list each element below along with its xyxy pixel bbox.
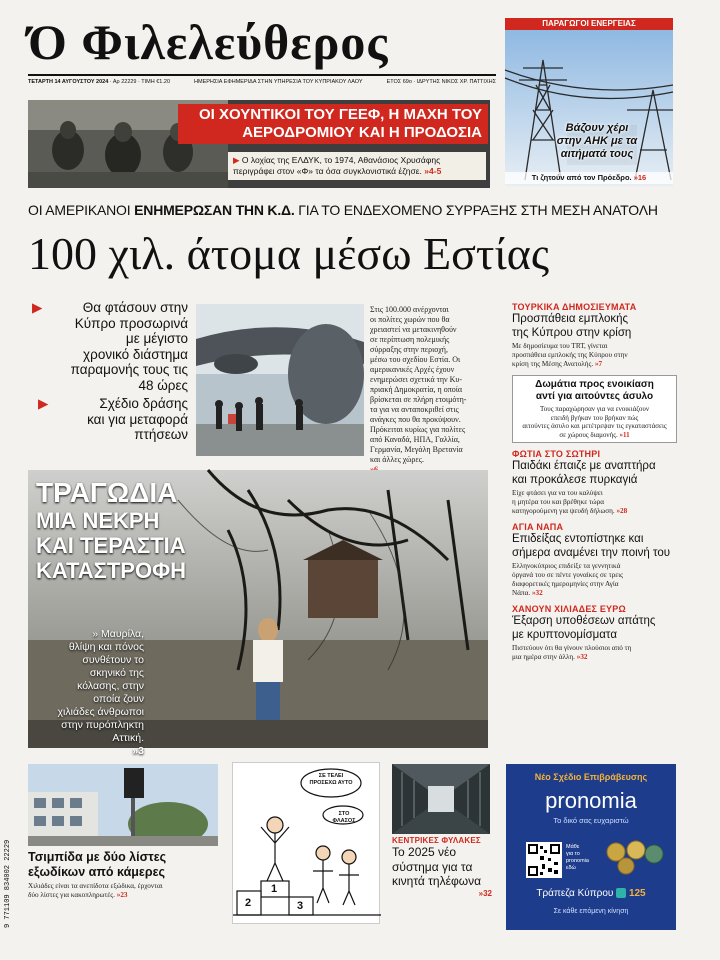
lead-body-line: πριακή Δημοκρατία, η οποία <box>370 385 463 394</box>
story-ayia-napa[interactable] <box>512 522 677 598</box>
pronomia-ad[interactable] <box>506 764 676 930</box>
lead-body-line: σύρραξης στην περιοχή, <box>370 345 448 354</box>
lead-bullets <box>28 300 188 443</box>
prison-page: »32 <box>478 888 492 898</box>
s3-headline: Παιδάκι έπαιζε με αναπτήρα και προκάλεσε πυρκαγιά <box>512 460 656 486</box>
s4-body: Ελληνοκύπριος επιδείξε τα γεννητικά όργανά του σε πέντε γυναίκες σε τρεις διαφορετικές ημερομηνίες στην Αγία Νάπα. »32 <box>512 562 623 597</box>
story-crypto-fraud[interactable] <box>512 604 677 662</box>
cameras-photo <box>28 764 218 846</box>
banner-headline-l2: ΑΕΡΟΔΡΟΜΙΟΥ ΚΑΙ Η ΠΡΟΔΟΣΙΑ <box>242 124 482 141</box>
ad-years: 125 <box>628 888 646 899</box>
fire-feature[interactable] <box>28 470 488 757</box>
lead-body-line: Γερμανία, Μεγάλη Βρετανία <box>370 445 463 454</box>
s2-body: Τους παραχώρησαν για να ενοικιάζουν επειδή βγήκαν του βρήκαν πώς αιτούντες άσυλο και μετέτρεψαν τις εγκαταστάσεις σε χώρους διαμονής. »11 <box>522 405 667 439</box>
fire-body-line: οποία ζουν <box>93 693 144 705</box>
prison-label: ΚΕΝΤΡΙΚΕΣ ΦΥΛΑΚΕΣ <box>392 836 481 845</box>
qr-code-icon <box>526 842 562 878</box>
ad-qr-text: Μάθε για το pronomia εδώ <box>566 844 589 871</box>
fire-body-line: θλίψη και πόνος <box>68 641 144 653</box>
lead-body-line: μέσω του σχεδίου Εστία. Οι <box>370 355 461 364</box>
fire-body-line: κόλασης, στην <box>77 680 144 692</box>
lead-body-line: από Καναδά, ΗΠΑ, Γαλλία, <box>370 435 460 444</box>
cameras-body: Χιλιάδες είναι τα ανεπίδοτα εξώδικα, έρχονται δύο λίστες για κακοπληρωτές. »23 <box>28 882 163 899</box>
lead-bullet-2: ▶ Σχέδιο δράσης και για μεταφορά πτήσεων <box>38 396 188 442</box>
energy-label: ΠΑΡΑΓΩΓΟΙ ΕΝΕΡΓΕΙΑΣ <box>505 18 673 30</box>
cameras-story[interactable] <box>28 850 218 900</box>
ad-bank-row <box>506 888 676 899</box>
lead-body-line: χρειαστεί να μετακινηθούν <box>370 325 457 334</box>
airplane-photo <box>196 304 364 456</box>
top-banner[interactable] <box>28 100 490 188</box>
energy-headline-l3: αιτήματά τους <box>560 148 634 160</box>
lead-bullet-1: ▶ Θα φτάσουν στην Κύπρο προσωρινά με μέγιστο χρονικό διάστημα παραμονής τους τις 48 ώρες <box>32 300 188 393</box>
s5-headline: Έξαρση υποθέσεων απάτης με κρυπτονομίσματα <box>512 615 656 641</box>
bank-logo-icon <box>616 888 626 898</box>
cartoon-bubble-2: ΣΤΟ ΦΛΑΣΟΣ <box>332 811 356 824</box>
banner-headline-box <box>178 104 488 144</box>
masthead-founder: ΕΤΟΣ 69ο · ΙΔΡΥΤΗΣ ΝΙΚΟΣ ΧΡ. ΠΑΤΤΙΧΗΣ <box>386 79 496 85</box>
ad-bank-name: Τράπεζα Κύπρου <box>536 888 614 899</box>
masthead-rule <box>28 74 496 76</box>
s3-body: Είχε φτάσει για να του καλύψει η μητέρα του και βρέθηκε τώρα κατηγορούμενη για ψευδή δήλωση. »28 <box>512 489 628 515</box>
banner-sub-l1: Ο λοχίας της ΕΛΔΥΚ, το 1974, Αθανάσιος Χρυσάφης <box>241 155 441 165</box>
lead-body-line: Πρόκειται κυρίως για πολίτες <box>370 425 466 434</box>
prison-photo <box>392 764 490 834</box>
barcode <box>4 818 16 928</box>
story-rooms-rent[interactable] <box>512 375 677 443</box>
energy-headline-l2: στην ΑΗΚ με τα <box>556 135 638 147</box>
s4-label: ΑΓΙΑ ΝΑΠΑ <box>512 522 564 532</box>
lead-body-line: Στις 100.000 ανέρχονται <box>370 305 449 314</box>
podium-1: 1 <box>271 883 278 895</box>
prison-headline: Το 2025 νέο σύστημα για τα κινητά τηλέφωνα <box>392 845 482 888</box>
fire-headline-l2: ΜΙΑ ΝΕΚΡΗ <box>36 508 160 533</box>
masthead-title: Ό Φιλελεύθερος <box>28 14 389 70</box>
masthead-meta <box>28 78 496 86</box>
lead-body-line: αμερικανικές Αρχές έχουν <box>370 365 455 374</box>
ad-top-text: Νέο Σχέδιο Επιβράβευσης <box>534 772 648 782</box>
ad-bank-sub: Σε κάθε επόμενη κίνηση <box>553 908 629 915</box>
cartoon <box>232 762 380 924</box>
banner-sub-l2: περιγράφει στον «Φ» τα όσα συγκλονιστικά έζησε. <box>233 166 422 176</box>
lead-body-line: βρίσκεται σε πλήρη ετοιμότη- <box>370 395 467 404</box>
fire-body-line: χιλιάδες άνθρωποι <box>57 706 144 718</box>
s1-body: Με δημοσίευμα του TRT, γίνεται προσπάθεια εμπλοκής της Κύπρου στην κρίση της Μέσης Ανατολής. »7 <box>512 342 628 368</box>
right-column <box>512 302 677 662</box>
s4-headline: Επιδείξας εντοπίστηκε και σήμερα αναμένει την ποινή του <box>512 533 671 559</box>
story-turkish-press[interactable] <box>512 302 677 369</box>
fire-body-line: » Μαυρίλα, <box>92 628 144 640</box>
fire-page: »3 <box>132 745 144 757</box>
fire-body-line: συνθέτουν το <box>82 654 144 666</box>
s1-label: ΤΟΥΡΚΙΚΑ ΔΗΜΟΣΙΕΥΜΑΤΑ <box>512 302 637 312</box>
lead-body-line: ενημερώσει σχετικά την Κυ- <box>370 375 463 384</box>
s2-headline: Δωμάτια προς ενοικίαση αντί για αιτούντες άσυλο <box>535 379 654 402</box>
prison-story[interactable] <box>392 836 492 898</box>
s5-label: ΧΑΝΟΥΝ ΧΙΛΙΑΔΕΣ ΕΥΡΩ <box>512 604 626 614</box>
energy-box[interactable] <box>505 18 673 186</box>
fire-headline-l1: ΤΡΑΓΩΔΙΑ <box>36 477 178 508</box>
lead-body <box>370 305 500 475</box>
lead-headline: 100 χιλ. άτομα μέσω Εστίας <box>28 228 550 279</box>
banner-headline-l1: ΟΙ ΧΟΥΝΤΙΚΟΙ ΤΟΥ ΓΕΕΦ, Η ΜΑΧΗ ΤΟΥ <box>198 106 482 123</box>
energy-caption: Τι ζητούν από τον Πρόεδρο. »16 <box>505 172 673 184</box>
cameras-headline: Τσιμπίδα με δύο λίστες εξωδίκων από κάμερες <box>28 850 167 879</box>
lead-body-line: οι πολίτες χωρών που θα <box>370 315 450 324</box>
s3-label: ΦΩΤΙΑ ΣΤΟ ΣΩΤΗΡΙ <box>512 449 601 459</box>
podium-2: 2 <box>245 897 252 909</box>
fire-headline-l4: ΚΑΤΑΣΤΡΟΦΗ <box>36 558 187 583</box>
ad-slogan: Το δικό σας ευχαριστώ <box>553 816 629 825</box>
fire-body <box>36 628 144 758</box>
podium-3: 3 <box>297 900 304 912</box>
coins-icon <box>602 840 668 876</box>
cartoon-drawing <box>233 763 381 925</box>
story-child-fire[interactable] <box>512 449 677 516</box>
fire-headline-l3: ΚΑΙ ΤΕΡΑΣΤΙΑ <box>36 533 186 558</box>
fire-body-line: στην πυρόπληκτη <box>61 719 144 731</box>
lead-body-line: τα για να ανταποκριθεί στις <box>370 405 459 414</box>
lead-body-line: ανάγκες που θα προκύψουν. <box>370 415 461 424</box>
masthead-date: ΤΕΤΑΡΤΗ 14 ΑΥΓΟΥΣΤΟΥ 2024 · Αρ 22229 · ΤΙΜΗ €1.20 <box>28 79 171 85</box>
lead-body-line: και άλλες χώρες. <box>370 455 424 464</box>
energy-headline-l1: Βάζουν χέρι <box>565 122 629 134</box>
energy-headline <box>547 122 647 161</box>
fire-headline <box>36 478 236 583</box>
cartoon-bubble-1: ΣΕ ΤΕΛΕΙ ΠΡΟΣΕΧΩ ΑΥΤΟ <box>309 773 353 786</box>
s1-headline: Προσπάθεια εμπλοκής της Κύπρου στην κρίση <box>512 313 632 339</box>
lead-kicker: ΟΙ ΑΜΕΡΙΚΑΝΟΙ ΕΝΗΜΕΡΩΣΑΝ ΤΗΝ Κ.Δ. ΓΙΑ ΤΟ ΕΝΔΕΧΟΜΕΝΟ ΣΥΡΡΑΞΗΣ ΣΤΗ ΜΕΣΗ ΑΝΑΤΟΛΗ <box>28 202 658 218</box>
banner-sub: ▶ Ο λοχίας της ΕΛΔΥΚ, το 1974, Αθανάσιος Χρυσάφης περιγράφει στον «Φ» τα όσα συγκλονιστικά έζησε. »4-5 <box>228 152 486 180</box>
lead-body-line: σε περίπτωση πολεμικής <box>370 335 450 344</box>
pylon-photo <box>505 30 673 186</box>
masthead-tagline: ΗΜΕΡΗΣΙΑ ΕΦΗΜΕΡΙΔΑ ΣΤΗΝ ΥΠΗΡΕΣΙΑ ΤΟΥ ΚΥΠΡΙΑΚΟΥ ΛΑΟΥ <box>194 79 363 85</box>
ad-brand: pronomia <box>545 788 637 813</box>
fire-body-line: Αττική. <box>112 732 144 744</box>
fire-body-line: σκηνικό της <box>89 667 144 679</box>
s5-body: Πιστεύουν ότι θα γίνουν πλούσιοι από τη μια ημέρα στην άλλη. »32 <box>512 644 632 661</box>
barcode-text: 9 771109 834002 22229 <box>4 839 12 928</box>
